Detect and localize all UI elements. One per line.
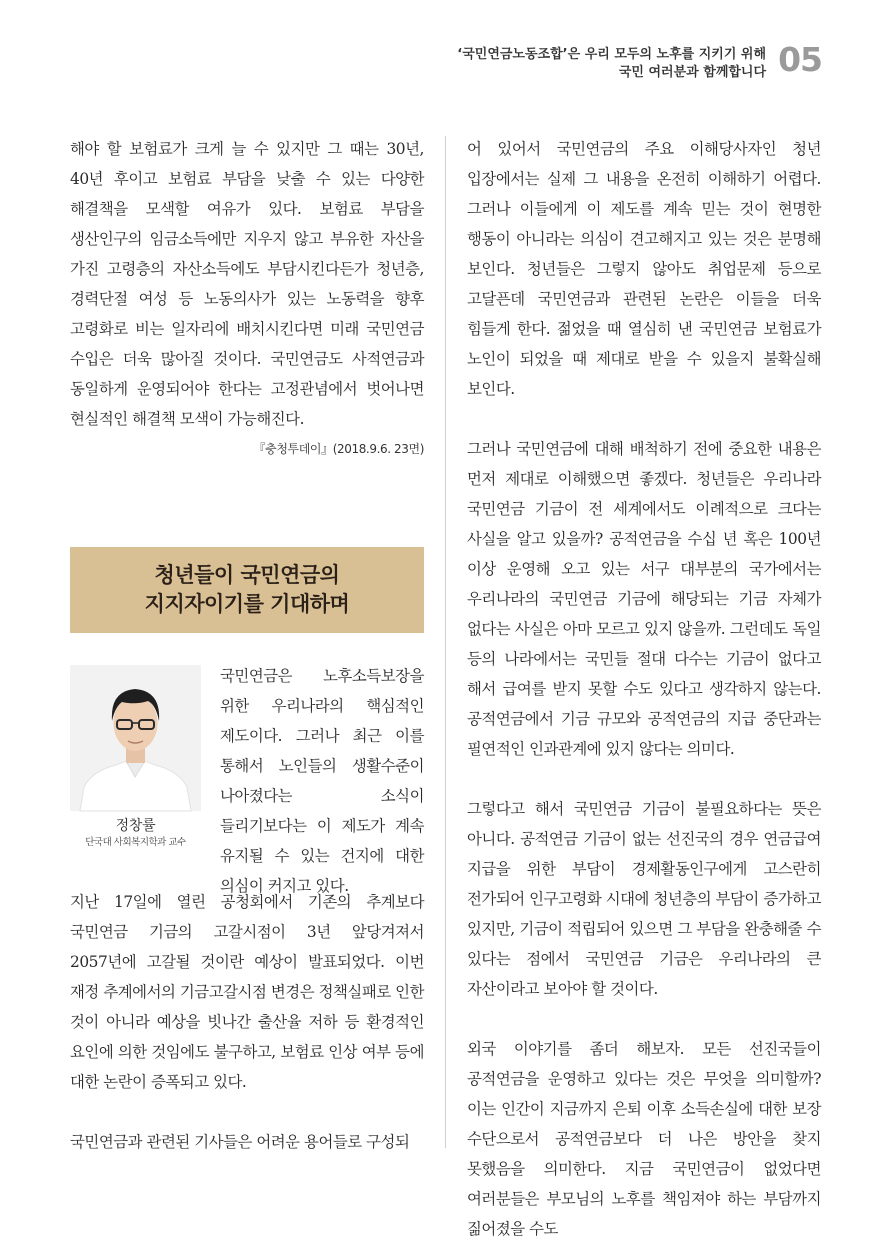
author-name: 정창률 bbox=[115, 818, 156, 834]
source-citation: 『충청투데이』(2018.9.6. 23면) bbox=[253, 442, 424, 456]
section-title-line-2: 지지자이기를 기대하며 bbox=[144, 592, 350, 616]
header-tagline bbox=[457, 46, 766, 82]
intro-paragraph: 해야 할 보험료가 크게 늘 수 있지만 그 때는 30년, 40년 후이고 보험료 부담을 낮출 수 있는 다양한 해결책을 모색할 여유가 있다. 보험료 부담을 생산인구의 임금소득에만 지우지 않고 부유한 자산을 가진 고령층의 자산소득에도 부담시킨다든가 청년층, 경력단절 여성 등 노동의사가 있는 노동력을 향후 고령화로 비는 일자리에 배치시킨다면 미래 국민연금 수입은 더욱 많아질 것이다. 국민연금도 사적연금과 동일하게 운영되어야 한다는 고정관념에서 벗어나면 현실적인 해결책 모색이 가능해진다. bbox=[70, 140, 424, 428]
body-paragraph-left-1: 지난 17일에 열린 공청회에서 기존의 추계보다 국민연금 기금의 고갈시점이 3년 앞당겨져서 2057년에 고갈될 것이란 예상이 발표되었다. 이번 재정 추계에서의 기금고갈시점 변경은 정책실패로 인한 것이 아니라 예상을 빗나간 출산율 저하 등 환경적인 요인에 의한 것임에도 불구하고, 보험료 인상 여부 등에 대한 논란이 증폭되고 있다. bbox=[70, 893, 424, 1091]
left-column bbox=[70, 134, 424, 457]
column-divider bbox=[445, 136, 446, 1148]
author-portrait-icon bbox=[70, 665, 201, 811]
section-title-box bbox=[70, 547, 424, 633]
author-intro-paragraph: 국민연금은 노후소득보장을 위한 우리나라의 핵심적인 제도이다. 그러나 최근 이를 통해서 노인들의 생활수준이 나아졌다는 소식이 들리기보다는 이 제도가 계속 유지될 수 있는 건지에 대한 의심이 커지고 있다. bbox=[220, 667, 424, 895]
page-number: 05 bbox=[778, 40, 822, 79]
header-line-2: 국민 여러분과 함께합니다 bbox=[618, 65, 767, 80]
section-title-line-1: 청년들이 국민연금의 bbox=[154, 563, 340, 587]
body-paragraph-right-1: 어 있어서 국민연금의 주요 이해당사자인 청년 입장에서는 실제 그 내용을 온전히 이해하기 어렵다. 그러나 이들에게 이 제도를 계속 믿는 것이 현명한 행동이 아니라는 의심이 견고해지고 있는 것은 분명해 보인다. 청년들은 그렇지 않아도 취업문제 등으로 고달픈데 국민연금과 관련된 논란은 이들을 더욱 힘들게 한다. 젊었을 때 열심히 낸 국민연금 보험료가 노인이 되었을 때 제대로 받을 수 있을지 불확실해 보인다. bbox=[467, 140, 821, 398]
right-column bbox=[467, 134, 821, 1244]
author-title: 단국대 사회복지학과 교수 bbox=[85, 837, 186, 848]
page-header bbox=[457, 40, 822, 82]
body-paragraph-right-4: 외국 이야기를 좀더 해보자. 모든 선진국들이 공적연금을 운영하고 있다는 것은 무엇을 의미할까? 이는 인간이 지금까지 은퇴 이후 소득손실에 대한 보장 수단으로서 공적연금보다 더 나은 방안을 찾지 못했음을 의미한다. 지금 국민연금이 없었다면 여러분들은 부모님의 노후를 책임져야 하는 부담까지 짊어졌을 수도 bbox=[467, 1040, 821, 1238]
left-body bbox=[70, 887, 424, 1157]
header-line-1: ‘국민연금노동조합’은 우리 모두의 노후를 지키기 위해 bbox=[457, 47, 767, 62]
body-paragraph-right-3: 그렇다고 해서 국민연금 기금이 불필요하다는 뜻은 아니다. 공적연금 기금이 없는 선진국의 경우 연금급여 지급을 위한 부담이 경제활동인구에게 고스란히 전가되어 인구고령화 시대에 청년층의 부담이 증가하고 있지만, 기금이 적립되어 있으면 그 부담을 완충해줄 수 있다는 점에서 국민연금 기금은 우리나라의 큰 자산이라고 보아야 할 것이다. bbox=[467, 800, 821, 998]
author-photo bbox=[70, 665, 201, 811]
body-paragraph-right-2: 그러나 국민연금에 대해 배척하기 전에 중요한 내용은 먼저 제대로 이해했으면 좋겠다. 청년들은 우리나라 국민연금 기금이 전 세계에서도 이례적으로 크다는 사실을 알고 있을까? 공적연금을 수십 년 혹은 100년 이상 운영해 오고 있는 서구 대부분의 국가에서는 우리나라의 국민연금 기금에 해당되는 기금 자체가 없다는 사실은 아마 모르고 있지 않을까. 그런데도 독일 등의 나라에서는 국민들 절대 다수는 기금이 없다고 해서 급여를 받지 못할 수도 있다고 생각하지 않는다. 공적연금에서 기금 규모와 공적연금의 지급 중단과는 필연적인 인과관계에 있지 않다는 의미다. bbox=[467, 440, 821, 758]
body-paragraph-left-2: 국민연금과 관련된 기사들은 어려운 용어들로 구성되 bbox=[70, 1133, 410, 1151]
